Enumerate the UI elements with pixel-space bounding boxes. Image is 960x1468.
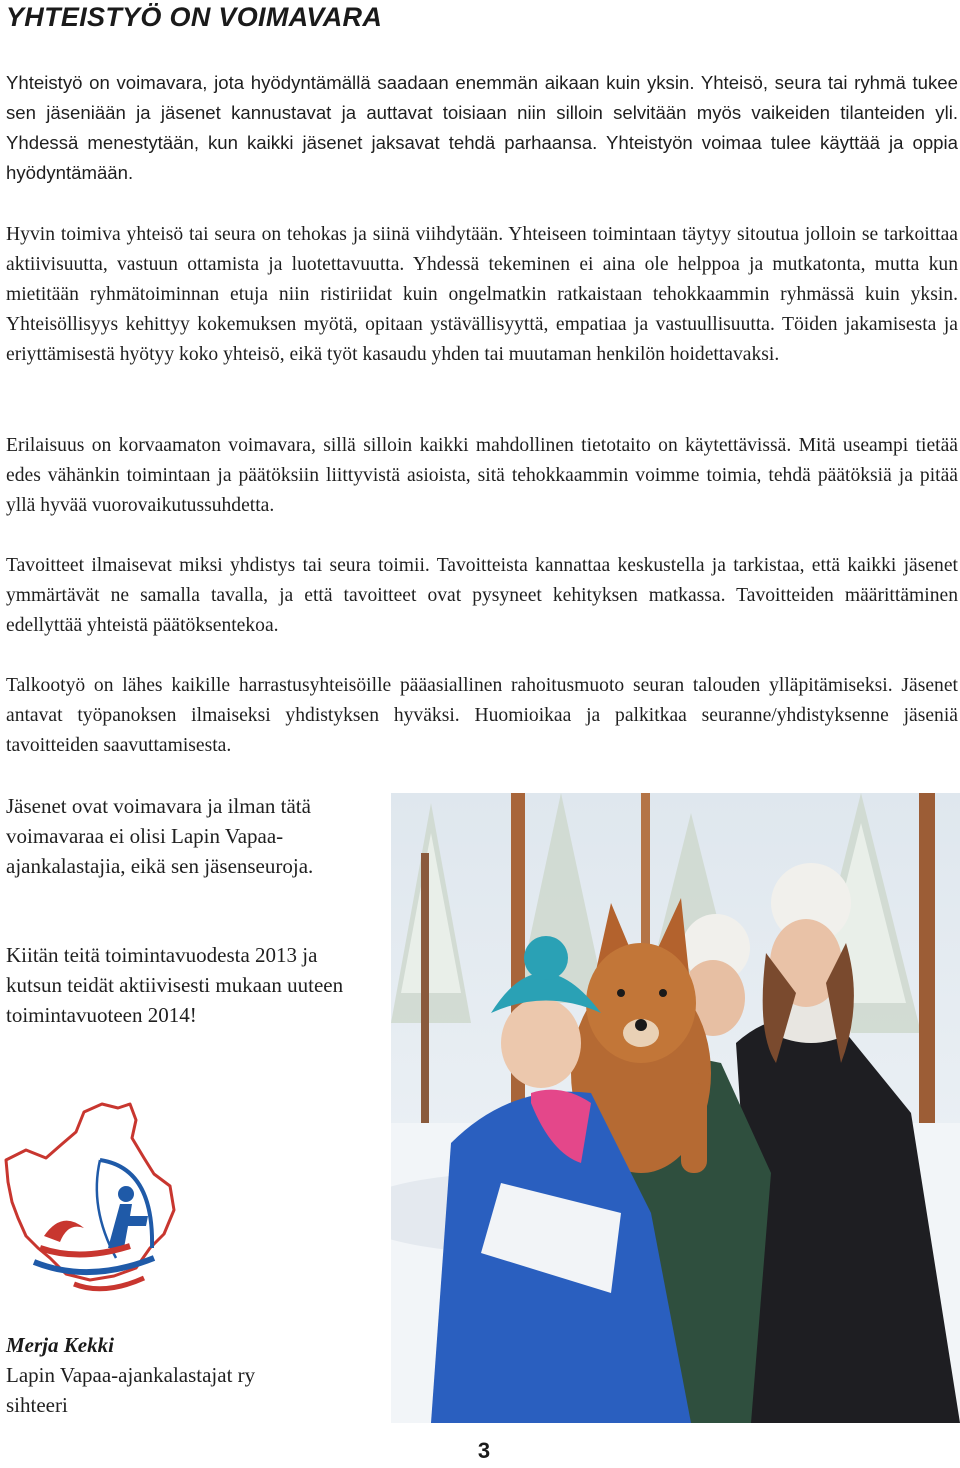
paragraph-text: Talkootyö on lähes kaikille harrastusyhteisöille pääasiallinen rahoitusmuoto seuran talouden ylläpitämiseksi. Jäsenet antavat työpanoksen ilmaiseksi yhdistyksen hyväksi. Huomioikaa ja palkitkaa seuranne/yhdistyksenne jäseniä tavoitteiden saavuttamisesta. <box>6 675 958 756</box>
page-heading: YHTEISTYÖ ON VOIMAVARA <box>6 2 383 32</box>
side-text-thanks: Kiitän teitä toimintavuodesta 2013 ja kutsun teidät aktiivisesti mukaan uuteen toimintavuoteen 2014! <box>6 943 344 1027</box>
paragraph-text: Erilaisuus on korvaamaton voimavara, sillä silloin kaikki mahdollinen tietotaito on käytettävissä. Mitä useampi tietää edes vähänkin toimintaan ja päätöksiin liittyvistä asioista, sitä tehokkaammin voimme toimia, tehdä päätöksiä ja pitää yllä hyvää vuorovaikutussuhdetta. <box>6 435 958 516</box>
paragraph-text: Tavoitteet ilmaisevat miksi yhdistys tai seura toimii. Tavoitteista kannattaa keskustella ja tarkistaa, että kaikki jäsenet ymmärtävät ne samalla tavalla, ja että tavoitteet ovat pysyneet kehityksen matkassa. Tavoitteiden määrittäminen edellyttää yhteistä päätöksentekoa. <box>6 555 958 636</box>
paragraph-volunteer-work <box>6 671 958 761</box>
side-text-members: Jäsenet ovat voimavara ja ilman tätä voimavaraa ei olisi Lapin Vapaa-ajankalastajia, eikä sen jäsenseuroja. <box>6 794 314 878</box>
signature-block <box>6 1330 255 1420</box>
paragraph-diversity <box>6 431 958 521</box>
paragraph-cooperation <box>6 68 958 188</box>
lapland-logo-icon <box>4 1098 180 1298</box>
photo-children-with-dog <box>391 793 960 1423</box>
paragraph-goals <box>6 551 958 641</box>
paragraph-text: Hyvin toimiva yhteisö tai seura on tehokas ja siinä viihdytään. Yhteiseen toimintaan täytyy sitoutua jolloin se tarkoittaa aktiivisuutta, vastuun ottamista ja luotettavuutta. Yhdessä tekeminen ei aina ole helppoa ja mutkatonta, mutta kun mietitään ryhmätoiminnan etuja niin ristiriidat kuin ongelmatkin ratkaistaan tehokkaammin ryhmässä kuin yksin. Yhteisöllisyys kehittyy kokemuksen myötä, opitaan ystävällisyyttä, empatiaa ja vastuullisuutta. Töiden jakamisesta ja eriyttämisestä hyötyy koko yhteisö, eikä työt kasaudu yhden tai muutaman henkilön hoidettavaksi. <box>6 224 958 365</box>
paragraph-text: Yhteistyö on voimavara, jota hyödyntämällä saadaan enemmän aikaan kuin yksin. Yhteisö, seura tai ryhmä tukee sen jäseniään ja jäsenet kannustavat ja auttavat toisiaan niin silloin selvitään myös vaikeiden tilanteiden yli. Yhdessä menestytään, kun kaikki jäsenet jaksavat tehdä parhaansa. Yhteistyön voimaa tulee käyttää ja oppia hyödyntämään. <box>6 72 958 183</box>
signature-organization: Lapin Vapaa-ajankalastajat ry <box>6 1363 256 1387</box>
signature-role: sihteeri <box>6 1393 68 1417</box>
signature-name: Merja Kekki <box>6 1333 114 1357</box>
page-number: 3 <box>477 1438 491 1463</box>
paragraph-community <box>6 220 958 370</box>
